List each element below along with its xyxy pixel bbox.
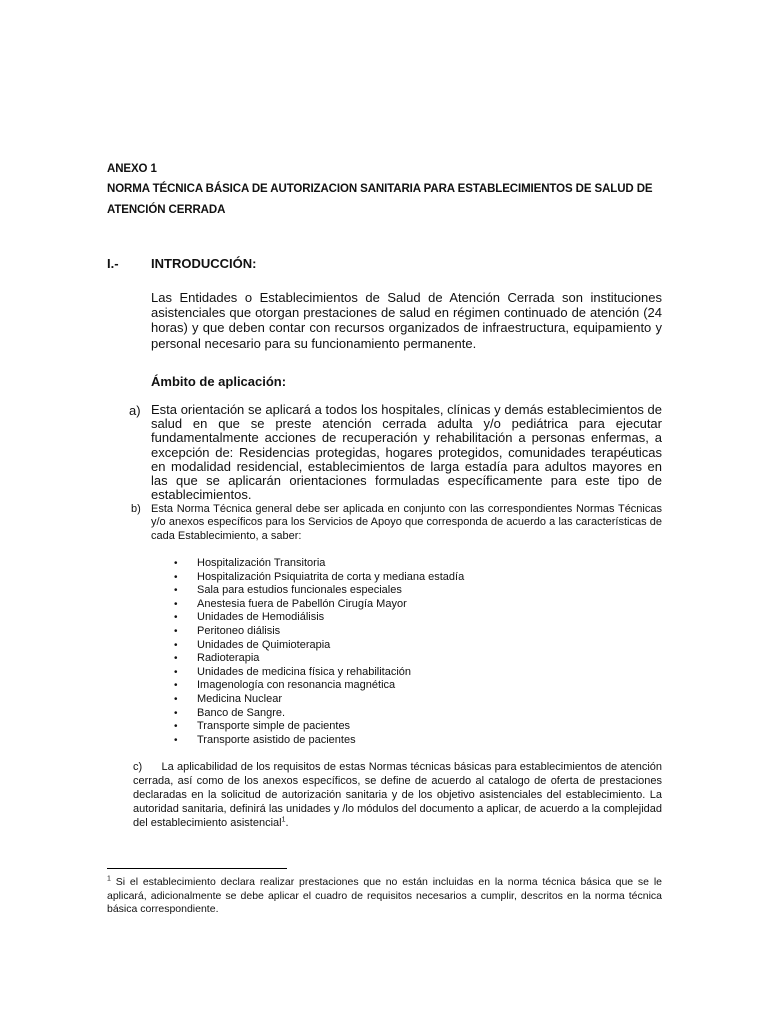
bullet-icon: • (174, 558, 178, 569)
intro-paragraph: Las Entidades o Establecimientos de Salud de Atención Cerrada son instituciones asistenciales que otorgan prestaciones de salud en régimen continuado de atención (24 horas) y que deben contar con recursos organizados de infraestructura, equipamiento y personal necesario para su funcionamiento permanente. (151, 290, 662, 351)
list-item (173, 693, 464, 707)
list-item (173, 666, 464, 680)
footnote (107, 876, 662, 917)
item-c-paragraph (133, 760, 662, 830)
bullet-icon: • (174, 585, 178, 597)
item-a-marker: a) (129, 403, 141, 418)
list-item (173, 584, 464, 598)
support-services-list (173, 557, 464, 747)
bullet-icon: • (174, 734, 178, 746)
list-item (173, 611, 464, 625)
bullet-icon: • (174, 612, 178, 624)
list-item-text: Unidades de Quimioterapia (197, 638, 331, 651)
section-title: INTRODUCCIÓN: (151, 256, 257, 271)
footnote-divider (107, 868, 287, 869)
bullet-icon: • (174, 653, 178, 665)
list-item-text: Medicina Nuclear (197, 692, 282, 705)
document-title-line-1: NORMA TÉCNICA BÁSICA DE AUTORIZACION SANITARIA PARA ESTABLECIMIENTOS DE SALUD DE (107, 183, 653, 195)
list-item-text: Hospitalización Transitoria (197, 557, 326, 569)
list-item (173, 734, 464, 748)
list-item (173, 639, 464, 653)
footnote-text: Si el establecimiento declara realizar prestaciones que no están incluidas en la norma técnica básica que se le aplicará, adicionalmente se debe aplicar el cuadro de requisitos necesarios a cumplir, descritos en la norma técnica básica correspondiente. (107, 876, 662, 916)
list-item (173, 707, 464, 721)
list-item-text: Peritoneo diálisis (197, 624, 281, 637)
list-item-text: Radioterapia (197, 652, 260, 665)
list-item-text: Hospitalización Psiquiatrita de corta y mediana estadía (197, 570, 465, 583)
list-item-text: Transporte asistido de pacientes (197, 733, 356, 746)
footnote-reference[interactable]: 1 (281, 816, 286, 824)
item-c-marker: c) (133, 761, 143, 773)
footnote-number: 1 (107, 875, 111, 883)
item-c-end: . (285, 817, 289, 829)
list-item-text: Anestesia fuera de Pabellón Cirugía Mayor (197, 597, 407, 610)
list-item (173, 679, 464, 693)
bullet-icon: • (174, 639, 178, 651)
item-b-marker: b) (131, 503, 141, 515)
item-b-paragraph: Esta Norma Técnica general debe ser aplicada en conjunto con las correspondientes Normas Técnicas y/o anexos específicos para los Servicios de Apoyo que corresponda de acuerdo a las características de cada Establecimiento, a saber: (151, 503, 662, 542)
scope-heading: Ámbito de aplicación: (151, 374, 287, 389)
list-item-text: Transporte simple de pacientes (197, 720, 351, 733)
list-item (173, 571, 464, 585)
bullet-icon: • (174, 625, 178, 637)
list-item-text: Unidades de medicina física y rehabilitación (197, 665, 412, 678)
list-item (173, 557, 464, 571)
document-title-line-2: ATENCIÓN CERRADA (107, 204, 226, 216)
list-item (173, 720, 464, 734)
section-number: I.- (107, 256, 119, 271)
bullet-icon: • (174, 693, 178, 705)
list-item (173, 598, 464, 612)
list-item-text: Banco de Sangre. (197, 706, 286, 719)
list-item (173, 625, 464, 639)
annex-label: ANEXO 1 (107, 163, 157, 175)
list-item-text: Unidades de Hemodiálisis (197, 611, 325, 624)
bullet-icon: • (174, 707, 178, 719)
item-a-paragraph: Esta orientación se aplicará a todos los hospitales, clínicas y demás establecimientos de salud en que se preste atención cerrada adulta y/o pediátrica para ejecutar fundamentalmente acciones de recuperación y rehabilitación a personas enfermas, a excepción de: Residencias protegidas, hogares protegidos, comunidades terapéuticas en modalidad residencial, establecimientos de larga estadía para adultos mayores en las que se aplicarán orientaciones formuladas específicamente para este tipo de establecimientos. (151, 402, 662, 503)
list-item-text: Imagenología con resonancia magnética (197, 679, 396, 692)
bullet-icon: • (174, 571, 178, 583)
bullet-icon: • (174, 680, 178, 692)
item-c-text: La aplicabilidad de los requisitos de estas Normas técnicas básicas para establecimientos de atención cerrada, así como de los anexos específicos, se define de acuerdo al catalogo de oferta de prestaciones declaradas en la solicitud de autorización sanitaria y de los objetivo asistenciales del establecimiento. La autoridad sanitaria, definirá las unidades y /lo módulos del documento a aplicar, de acuerdo a la complejidad del establecimiento asistencial (133, 761, 662, 829)
bullet-icon: • (174, 666, 178, 678)
bullet-icon: • (174, 598, 178, 610)
bullet-icon: • (174, 721, 178, 733)
list-item-text: Sala para estudios funcionales especiales (197, 584, 402, 597)
list-item (173, 652, 464, 666)
